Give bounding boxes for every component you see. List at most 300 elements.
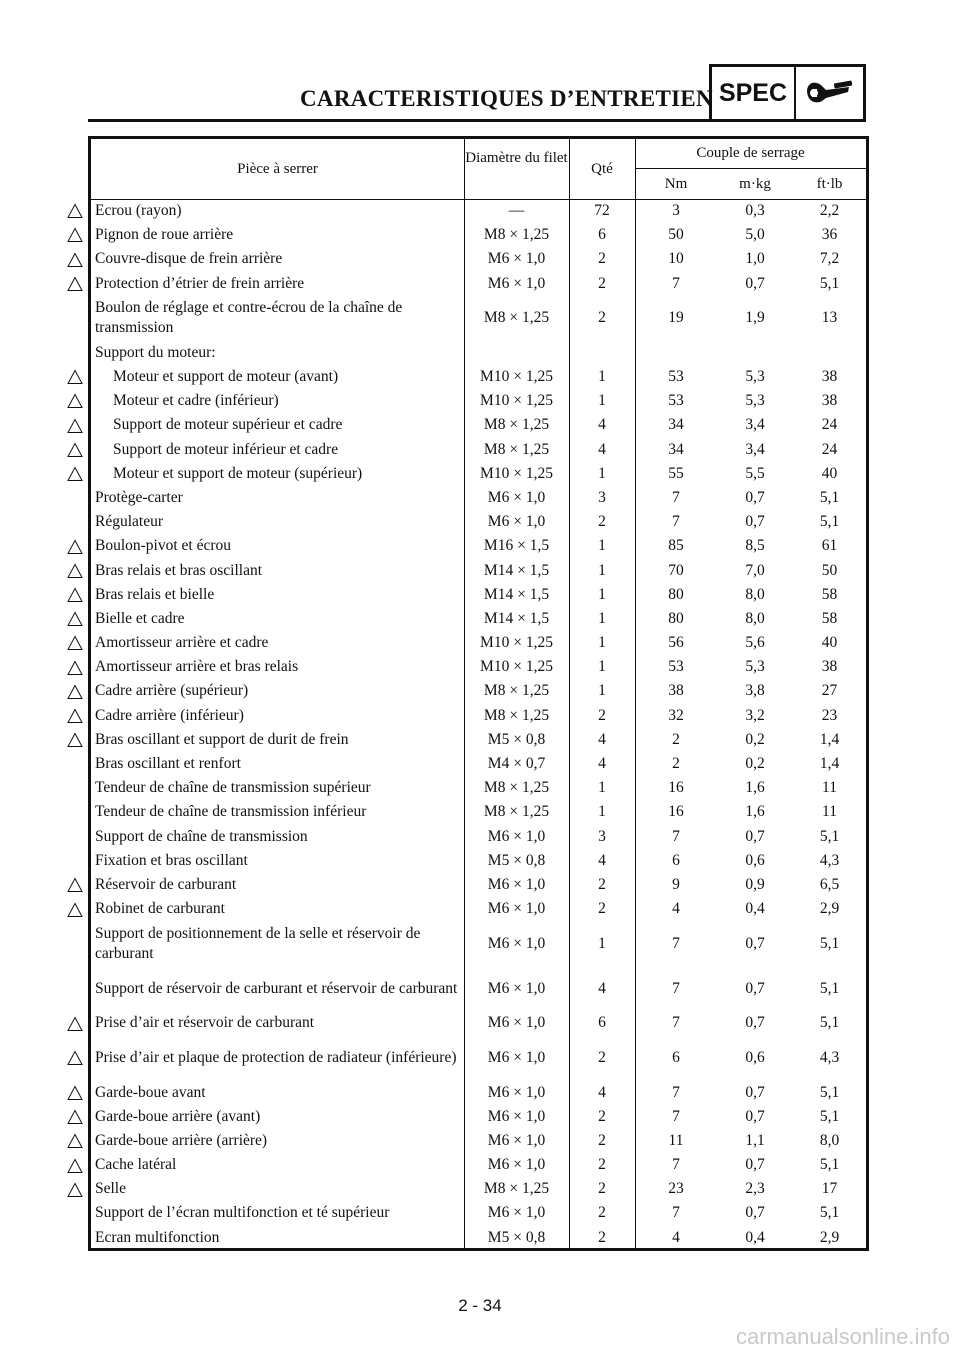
table-row bbox=[91, 825, 866, 849]
torque-ftlb: 50 bbox=[821, 561, 838, 579]
torque-nm: 34 bbox=[668, 440, 684, 458]
header-mkg: m·kg bbox=[739, 176, 771, 192]
torque-nm: 53 bbox=[668, 368, 684, 386]
torque-ftlb: 11 bbox=[822, 803, 837, 821]
torque-nm: 16 bbox=[668, 803, 684, 821]
table-row bbox=[91, 462, 866, 486]
thread-size: M4 × 0,7 bbox=[487, 755, 546, 773]
table-row bbox=[91, 1105, 866, 1129]
table-row bbox=[91, 966, 866, 1011]
quantity: 2 bbox=[598, 1107, 606, 1125]
thread-size: M6 × 1,0 bbox=[487, 827, 546, 845]
table-row bbox=[91, 341, 866, 365]
torque-ftlb: 2,9 bbox=[819, 1228, 840, 1246]
part-name: Garde-boue avant bbox=[95, 1083, 206, 1101]
part-name: Tendeur de chaîne de transmission inférieur bbox=[95, 803, 367, 821]
quantity: 2 bbox=[598, 1228, 606, 1246]
torque-nm: 85 bbox=[668, 537, 684, 555]
thread-size: M10 × 1,25 bbox=[480, 368, 553, 386]
triangle-mark-icon bbox=[67, 442, 83, 458]
quantity: 1 bbox=[598, 561, 606, 579]
table-row bbox=[91, 272, 866, 296]
torque-ftlb bbox=[793, 341, 866, 365]
torque-mkg: 1,0 bbox=[745, 250, 765, 268]
torque-ftlb: 11 bbox=[822, 779, 837, 797]
part-name: Cache latéral bbox=[95, 1156, 177, 1174]
torque-ftlb: 5,1 bbox=[819, 513, 840, 531]
torque-mkg: 5,6 bbox=[745, 634, 765, 652]
quantity: 1 bbox=[598, 464, 606, 482]
table-row bbox=[91, 776, 866, 800]
quantity: 2 bbox=[598, 1180, 606, 1198]
triangle-mark-icon bbox=[67, 393, 83, 409]
header-rule bbox=[88, 119, 710, 122]
thread-size: M10 × 1,25 bbox=[480, 392, 553, 410]
torque-ftlb: 5,1 bbox=[819, 1014, 840, 1032]
torque-nm: 3 bbox=[672, 202, 680, 220]
thread-size: M8 × 1,25 bbox=[483, 779, 550, 797]
torque-ftlb: 5,1 bbox=[819, 1204, 840, 1222]
quantity: 2 bbox=[598, 706, 606, 724]
thread-size: M6 × 1,0 bbox=[487, 1083, 546, 1101]
torque-mkg: 7,0 bbox=[745, 561, 765, 579]
quantity: 4 bbox=[598, 851, 606, 869]
torque-ftlb: 24 bbox=[821, 440, 838, 458]
part-name: Support de réservoir de carburant et réservoir de carburant bbox=[95, 979, 458, 997]
thread-size: M8 × 1,25 bbox=[483, 682, 550, 700]
thread-size: M8 × 1,25 bbox=[483, 1180, 550, 1198]
torque-ftlb: 58 bbox=[821, 585, 838, 603]
part-name: Bielle et cadre bbox=[95, 609, 185, 627]
torque-nm: 7 bbox=[672, 488, 680, 506]
thread-size: M14 × 1,5 bbox=[483, 561, 550, 579]
part-name: Moteur et support de moteur (supérieur) bbox=[113, 464, 363, 482]
thread-size: M6 × 1,0 bbox=[487, 274, 546, 292]
table-row bbox=[91, 800, 866, 824]
torque-mkg: 8,5 bbox=[745, 537, 765, 555]
page-title: CARACTERISTIQUES D’ENTRETIEN bbox=[300, 86, 713, 111]
torque-mkg: 0,4 bbox=[745, 900, 765, 918]
torque-nm: 32 bbox=[668, 706, 684, 724]
part-name: Réservoir de carburant bbox=[95, 875, 237, 893]
wrench-icon bbox=[804, 78, 856, 108]
part-name: Amortisseur arrière et bras relais bbox=[95, 658, 299, 676]
table-row bbox=[91, 704, 866, 728]
table-row bbox=[91, 296, 866, 341]
thread-size: M6 × 1,0 bbox=[487, 875, 546, 893]
torque-mkg: 0,7 bbox=[745, 979, 765, 997]
part-name: Cadre arrière (inférieur) bbox=[95, 706, 244, 724]
thread-size: M10 × 1,25 bbox=[480, 634, 553, 652]
torque-nm: 53 bbox=[668, 658, 684, 676]
table-row bbox=[91, 510, 866, 534]
table-row bbox=[91, 631, 866, 655]
torque-mkg: 0,7 bbox=[745, 1083, 765, 1101]
header-ftlb: ft·lb bbox=[816, 176, 843, 192]
header-torque: Couple de serrage bbox=[696, 145, 805, 161]
torque-nm: 7 bbox=[672, 979, 680, 997]
thread-size: M8 × 1,25 bbox=[483, 803, 550, 821]
torque-nm: 16 bbox=[668, 779, 684, 797]
thread-size: M6 × 1,0 bbox=[487, 513, 546, 531]
torque-mkg: 3,2 bbox=[745, 706, 765, 724]
quantity: 1 bbox=[598, 585, 606, 603]
torque-mkg: 0,6 bbox=[745, 1048, 765, 1066]
part-name: Régulateur bbox=[95, 513, 164, 531]
torque-mkg: 0,7 bbox=[745, 1107, 765, 1125]
triangle-mark-icon bbox=[67, 1158, 83, 1174]
torque-ftlb: 40 bbox=[821, 634, 838, 652]
torque-ftlb: 7,2 bbox=[819, 250, 840, 268]
thread-size: M6 × 1,0 bbox=[487, 1156, 546, 1174]
triangle-mark-icon bbox=[67, 369, 83, 385]
torque-nm: 7 bbox=[672, 1156, 680, 1174]
quantity: 2 bbox=[598, 513, 606, 531]
table-row bbox=[91, 247, 866, 271]
torque-nm: 4 bbox=[672, 900, 680, 918]
torque-mkg: 2,3 bbox=[745, 1180, 765, 1198]
torque-nm: 7 bbox=[672, 1107, 680, 1125]
thread-size: M6 × 1,0 bbox=[487, 1131, 546, 1149]
torque-ftlb: 5,1 bbox=[819, 274, 840, 292]
table-row bbox=[91, 558, 866, 582]
torque-subheader-rule bbox=[635, 168, 866, 169]
torque-mkg: 5,3 bbox=[745, 368, 765, 386]
thread-size: M6 × 1,0 bbox=[487, 1048, 546, 1066]
torque-mkg: 3,4 bbox=[745, 416, 765, 434]
torque-nm: 7 bbox=[672, 513, 680, 531]
quantity: 2 bbox=[598, 900, 606, 918]
torque-nm: 19 bbox=[668, 309, 684, 327]
torque-nm: 2 bbox=[672, 755, 680, 773]
page-number: 2 - 34 bbox=[458, 1296, 502, 1315]
quantity: 1 bbox=[598, 392, 606, 410]
quantity: 2 bbox=[598, 309, 606, 327]
torque-ftlb: 6,5 bbox=[819, 875, 840, 893]
torque-nm: 38 bbox=[668, 682, 684, 700]
part-name: Protège-carter bbox=[95, 488, 183, 506]
torque-ftlb: 38 bbox=[821, 658, 838, 676]
torque-ftlb: 17 bbox=[821, 1180, 838, 1198]
triangle-mark-icon bbox=[67, 1182, 83, 1198]
quantity: 6 bbox=[598, 1014, 606, 1032]
part-name: Moteur et support de moteur (avant) bbox=[113, 368, 339, 386]
torque-mkg: 1,9 bbox=[745, 309, 765, 327]
torque-ftlb: 61 bbox=[821, 537, 838, 555]
torque-mkg: 0,7 bbox=[745, 513, 765, 531]
quantity: 2 bbox=[598, 274, 606, 292]
torque-mkg: 1,6 bbox=[745, 779, 765, 797]
thread-size: M5 × 0,8 bbox=[487, 730, 546, 748]
quantity: 2 bbox=[598, 875, 606, 893]
torque-mkg: 0,6 bbox=[745, 851, 765, 869]
thread-size: M6 × 1,0 bbox=[487, 934, 546, 952]
torque-ftlb: 5,1 bbox=[819, 1083, 840, 1101]
torque-mkg: 0,7 bbox=[745, 488, 765, 506]
torque-nm: 23 bbox=[668, 1180, 684, 1198]
torque-nm: 7 bbox=[672, 1204, 680, 1222]
torque-nm: 7 bbox=[672, 1083, 680, 1101]
thread-size: M14 × 1,5 bbox=[483, 585, 550, 603]
quantity: 4 bbox=[598, 730, 606, 748]
table-row bbox=[91, 897, 866, 921]
part-name: Support de moteur inférieur et cadre bbox=[113, 440, 339, 458]
table-row bbox=[91, 1201, 866, 1225]
quantity: 2 bbox=[598, 1048, 606, 1066]
quantity: 6 bbox=[598, 226, 606, 244]
thread-size: M6 × 1,0 bbox=[487, 1204, 546, 1222]
triangle-mark-icon bbox=[67, 660, 83, 676]
thread-size: M5 × 0,8 bbox=[487, 851, 546, 869]
quantity: 3 bbox=[598, 827, 606, 845]
torque-mkg: 5,0 bbox=[745, 226, 765, 244]
torque-ftlb: 4,3 bbox=[819, 851, 840, 869]
thread-size: M8 × 1,25 bbox=[483, 440, 550, 458]
header-part: Pièce à serrer bbox=[237, 161, 318, 177]
table-row bbox=[91, 438, 866, 462]
part-name: Support de moteur supérieur et cadre bbox=[113, 416, 343, 434]
thread-size: M8 × 1,25 bbox=[483, 416, 550, 434]
quantity: 2 bbox=[598, 1131, 606, 1149]
table-row bbox=[91, 1153, 866, 1177]
part-name: Amortisseur arrière et cadre bbox=[95, 634, 269, 652]
torque-nm: 56 bbox=[668, 634, 684, 652]
torque-mkg: 0,2 bbox=[745, 730, 765, 748]
part-name: Protection d’étrier de frein arrière bbox=[95, 274, 305, 292]
quantity: 4 bbox=[598, 979, 606, 997]
torque-mkg bbox=[717, 341, 793, 365]
torque-nm: 70 bbox=[668, 561, 684, 579]
quantity: 1 bbox=[598, 537, 606, 555]
triangle-mark-icon bbox=[67, 684, 83, 700]
table-body bbox=[91, 199, 866, 1250]
torque-nm: 7 bbox=[672, 274, 680, 292]
torque-ftlb: 23 bbox=[821, 706, 838, 724]
torque-ftlb: 5,1 bbox=[819, 934, 840, 952]
table-row bbox=[91, 1035, 866, 1080]
torque-nm: 80 bbox=[668, 609, 684, 627]
table-row bbox=[91, 655, 866, 679]
torque-mkg: 3,4 bbox=[745, 440, 765, 458]
torque-nm: 80 bbox=[668, 585, 684, 603]
thread-size: M16 × 1,5 bbox=[483, 537, 550, 555]
thread-size: M6 × 1,0 bbox=[487, 900, 546, 918]
torque-ftlb: 24 bbox=[821, 416, 838, 434]
torque-ftlb: 58 bbox=[821, 609, 838, 627]
quantity: 2 bbox=[598, 250, 606, 268]
torque-nm: 9 bbox=[672, 875, 680, 893]
table-row bbox=[91, 849, 866, 873]
torque-nm: 7 bbox=[672, 1014, 680, 1032]
quantity bbox=[569, 341, 635, 365]
table-row bbox=[91, 607, 866, 631]
torque-ftlb: 5,1 bbox=[819, 1107, 840, 1125]
table-row bbox=[91, 365, 866, 389]
triangle-mark-icon bbox=[67, 466, 83, 482]
table-row bbox=[91, 752, 866, 776]
torque-nm: 53 bbox=[668, 392, 684, 410]
part-name: Bras oscillant et renfort bbox=[95, 755, 241, 773]
part-name: Tendeur de chaîne de transmission supérieur bbox=[95, 779, 371, 797]
part-name: Support du moteur: bbox=[95, 343, 216, 361]
table-row bbox=[91, 679, 866, 703]
torque-ftlb: 5,1 bbox=[819, 488, 840, 506]
thread-size: M6 × 1,0 bbox=[487, 250, 546, 268]
table-row bbox=[91, 1177, 866, 1201]
triangle-mark-icon bbox=[67, 902, 83, 918]
quantity: 2 bbox=[598, 1204, 606, 1222]
quantity: 1 bbox=[598, 658, 606, 676]
part-name: Bras relais et bielle bbox=[95, 585, 215, 603]
table-row bbox=[91, 1011, 866, 1035]
torque-mkg: 8,0 bbox=[745, 609, 765, 627]
triangle-mark-icon bbox=[67, 708, 83, 724]
thread-size: M14 × 1,5 bbox=[483, 609, 550, 627]
triangle-mark-icon bbox=[67, 252, 83, 268]
quantity: 1 bbox=[598, 634, 606, 652]
part-name: Support de l’écran multifonction et té supérieur bbox=[95, 1204, 390, 1222]
table-row bbox=[91, 413, 866, 437]
quantity: 1 bbox=[598, 934, 606, 952]
torque-mkg: 0,7 bbox=[745, 827, 765, 845]
table-row bbox=[91, 486, 866, 510]
torque-ftlb: 5,1 bbox=[819, 827, 840, 845]
triangle-mark-icon bbox=[67, 227, 83, 243]
thread-size: M10 × 1,25 bbox=[480, 464, 553, 482]
part-name: Fixation et bras oscillant bbox=[95, 851, 248, 869]
part-name: Cadre arrière (supérieur) bbox=[95, 682, 249, 700]
triangle-mark-icon bbox=[67, 635, 83, 651]
torque-mkg: 8,0 bbox=[745, 585, 765, 603]
part-name: Support de positionnement de la selle et réservoir de carburant bbox=[95, 924, 421, 962]
torque-nm: 6 bbox=[672, 851, 680, 869]
thread-size: M6 × 1,0 bbox=[487, 488, 546, 506]
triangle-mark-icon bbox=[67, 276, 83, 292]
triangle-mark-icon bbox=[67, 418, 83, 434]
table-row bbox=[91, 199, 866, 223]
thread-size: M6 × 1,0 bbox=[487, 979, 546, 997]
part-name: Boulon de réglage et contre-écrou de la chaîne de transmission bbox=[95, 299, 403, 337]
torque-mkg: 0,3 bbox=[745, 202, 765, 220]
torque-mkg: 5,5 bbox=[745, 464, 765, 482]
part-name: Prise d’air et réservoir de carburant bbox=[95, 1014, 315, 1032]
torque-mkg: 0,7 bbox=[745, 1156, 765, 1174]
torque-nm: 6 bbox=[672, 1048, 680, 1066]
quantity: 1 bbox=[598, 682, 606, 700]
torque-nm: 34 bbox=[668, 416, 684, 434]
thread-size bbox=[464, 341, 569, 365]
thread-size: — bbox=[508, 202, 525, 220]
torque-mkg: 0,9 bbox=[745, 875, 765, 893]
triangle-mark-icon bbox=[67, 539, 83, 555]
triangle-mark-icon bbox=[67, 732, 83, 748]
part-name: Selle bbox=[95, 1180, 126, 1198]
torque-nm: 2 bbox=[672, 730, 680, 748]
thread-size: M6 × 1,0 bbox=[487, 1107, 546, 1125]
table-row bbox=[91, 1129, 866, 1153]
torque-mkg: 0,7 bbox=[745, 1204, 765, 1222]
triangle-mark-icon bbox=[67, 1085, 83, 1101]
part-name: Support de chaîne de transmission bbox=[95, 827, 308, 845]
thread-size: M8 × 1,25 bbox=[483, 309, 550, 327]
part-name: Ecran multifonction bbox=[95, 1228, 220, 1246]
quantity: 1 bbox=[598, 368, 606, 386]
triangle-mark-icon bbox=[67, 1016, 83, 1032]
header-qty: Qté bbox=[591, 161, 613, 177]
torque-ftlb: 38 bbox=[821, 368, 838, 386]
torque-mkg: 3,8 bbox=[745, 682, 765, 700]
header-thread: Diamètre du filet bbox=[465, 150, 568, 166]
part-name: Pignon de roue arrière bbox=[95, 226, 234, 244]
part-name: Couvre-disque de frein arrière bbox=[95, 250, 283, 268]
torque-ftlb: 5,1 bbox=[819, 1156, 840, 1174]
torque-mkg: 0,2 bbox=[745, 755, 765, 773]
torque-nm: 4 bbox=[672, 1228, 680, 1246]
torque-nm: 10 bbox=[668, 250, 684, 268]
watermark: carmanualsonline.info bbox=[735, 1324, 950, 1349]
torque-ftlb: 5,1 bbox=[819, 979, 840, 997]
quantity: 1 bbox=[598, 779, 606, 797]
torque-mkg: 0,7 bbox=[745, 934, 765, 952]
part-name: Bras relais et bras oscillant bbox=[95, 561, 263, 579]
torque-ftlb: 27 bbox=[821, 682, 838, 700]
part-name: Moteur et cadre (inférieur) bbox=[113, 392, 279, 410]
table-row bbox=[91, 921, 866, 966]
torque-nm: 11 bbox=[668, 1131, 684, 1149]
table-row bbox=[91, 728, 866, 752]
torque-ftlb: 36 bbox=[821, 226, 838, 244]
spec-label: SPEC bbox=[712, 67, 796, 119]
torque-ftlb: 2,9 bbox=[819, 900, 840, 918]
quantity: 4 bbox=[598, 416, 606, 434]
torque-nm: 55 bbox=[668, 464, 684, 482]
table-row bbox=[91, 1080, 866, 1104]
triangle-mark-icon bbox=[67, 203, 83, 219]
torque-nm: 50 bbox=[668, 226, 684, 244]
thread-size: M5 × 0,8 bbox=[487, 1228, 546, 1246]
torque-ftlb: 40 bbox=[821, 464, 838, 482]
triangle-mark-icon bbox=[67, 877, 83, 893]
torque-ftlb: 38 bbox=[821, 392, 838, 410]
triangle-mark-icon bbox=[67, 1109, 83, 1125]
torque-table bbox=[88, 136, 869, 1251]
quantity: 1 bbox=[598, 803, 606, 821]
quantity: 4 bbox=[598, 1083, 606, 1101]
torque-mkg: 5,3 bbox=[745, 658, 765, 676]
torque-ftlb: 4,3 bbox=[819, 1048, 840, 1066]
torque-nm bbox=[635, 341, 717, 365]
thread-size: M8 × 1,25 bbox=[483, 706, 550, 724]
table-row bbox=[91, 873, 866, 897]
triangle-mark-icon bbox=[67, 611, 83, 627]
part-name: Garde-boue arrière (avant) bbox=[95, 1107, 261, 1125]
torque-mkg: 1,6 bbox=[745, 803, 765, 821]
quantity: 1 bbox=[598, 609, 606, 627]
header-nm: Nm bbox=[664, 176, 688, 192]
triangle-mark-icon bbox=[67, 587, 83, 603]
torque-nm: 7 bbox=[672, 827, 680, 845]
quantity: 3 bbox=[598, 488, 606, 506]
table-row bbox=[91, 583, 866, 607]
triangle-mark-icon bbox=[67, 1133, 83, 1149]
part-name: Ecrou (rayon) bbox=[95, 202, 182, 220]
thread-size: M10 × 1,25 bbox=[480, 658, 553, 676]
torque-mkg: 0,7 bbox=[745, 1014, 765, 1032]
table-row bbox=[91, 223, 866, 247]
quantity: 2 bbox=[598, 1156, 606, 1174]
table-row bbox=[91, 389, 866, 413]
part-name: Boulon-pivot et écrou bbox=[95, 537, 232, 555]
